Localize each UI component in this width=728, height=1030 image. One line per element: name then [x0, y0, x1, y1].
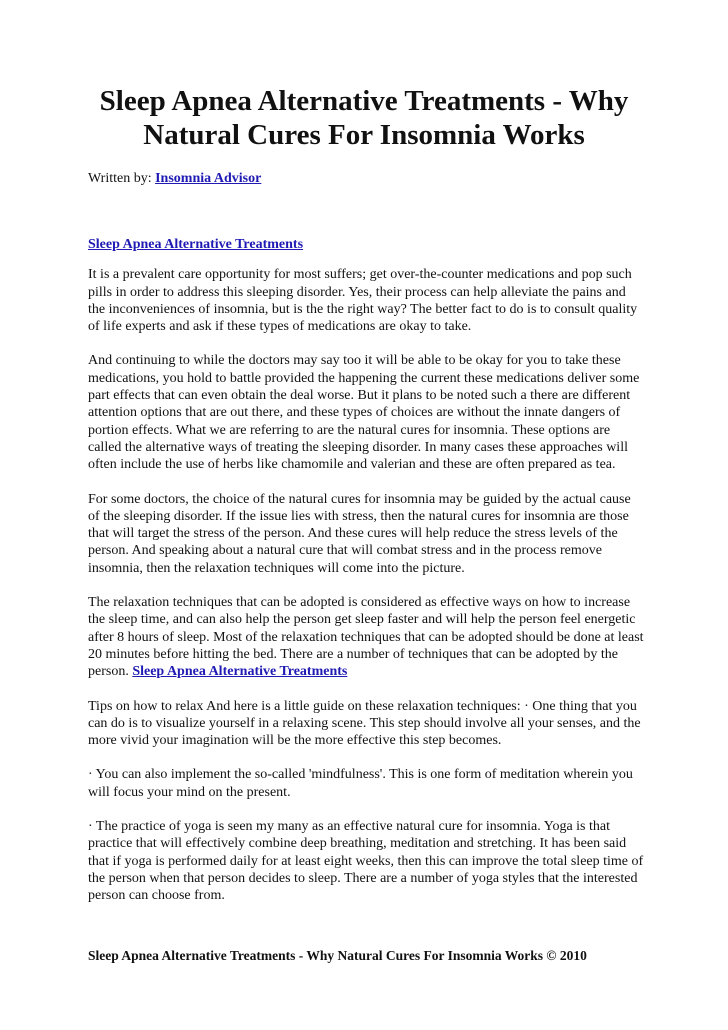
paragraph-4-text: The relaxation techniques that can be adopted is considered as effective ways on how to increase the sleep time, and can also help the person get sleep faster and will help the person feel energetic after 8 hours of sleep. Most of the relaxation techniques that can be adopted should be done at least 20 minutes before hitting the bed. There are a number of techniques that can be adopted by the person.	[88, 595, 644, 680]
section-heading-link[interactable]: Sleep Apnea Alternative Treatments	[88, 237, 304, 252]
page-footer: Sleep Apnea Alternative Treatments - Why Natural Cures For Insomnia Works © 2010	[88, 948, 587, 963]
byline-label: Written by:	[88, 171, 152, 186]
paragraph-7: · The practice of yoga is seen my many as an effective natural cure for insomnia. Yoga is that practice that will effectively combine deep breathing, meditation and stretching. It has been said that if yoga is performed daily for at least eight weeks, then this can improve the total sleep time of the person when that person decides to sleep. There are a number of yoga styles that the interested person can choose from.	[88, 819, 644, 904]
paragraph-6: · You can also implement the so-called 'mindfulness'. This is one form of meditation wherein you will focus your mind on the present.	[88, 767, 633, 800]
paragraph-4	[88, 594, 644, 680]
document-title: Sleep Apnea Alternative Treatments - Why Natural Cures For Insomnia Works	[99, 85, 629, 151]
byline	[88, 170, 261, 188]
inline-article-link[interactable]: Sleep Apnea Alternative Treatments	[132, 664, 348, 680]
paragraph-1: It is a prevalent care opportunity for most suffers; get over-the-counter medications and pop such pills in order to address this sleeping disorder. Yes, their process can help alleviate the pains and the inconveniences of insomnia, but is the the right way? The better fact to do is to consult quality of life experts and ask if these types of medications are okay to take.	[88, 267, 638, 335]
paragraph-3: For some doctors, the choice of the natural cures for insomnia may be guided by the actual cause of the sleeping disorder. If the issue lies with stress, then the natural cures for insomnia are those that will target the stress of the person. And these cures will help reduce the stress levels of the person. And speaking about a natural cure that will combat stress and in the process remove insomnia, then the relaxation techniques will come into the picture.	[88, 491, 631, 576]
section-heading	[88, 236, 644, 253]
paragraph-2: And continuing to while the doctors may say too it will be able to be okay for you to take these medications, you hold to battle provided the happening the current these medications deliver some part effects that can even obtain the deal worse. But it plans to be noted such a there are different attention options that are out there, and these types of choices are without the innate dangers of portion effects. What we are referring to are the natural cures for insomnia. These options are called the alternative ways of treating the sleeping disorder. In many cases these approaches will often include the use of herbs like chamomile and valerian and these are often prepared as tea.	[88, 353, 640, 473]
author-link[interactable]: Insomnia Advisor	[155, 171, 262, 186]
article-body	[88, 236, 644, 922]
paragraph-5: Tips on how to relax And here is a little guide on these relaxation techniques: · One thing that you can do is to visualize yourself in a relaxing scene. This step should involve all your senses, and the more vivid your imagination will be the more effective this step becomes.	[88, 698, 641, 749]
